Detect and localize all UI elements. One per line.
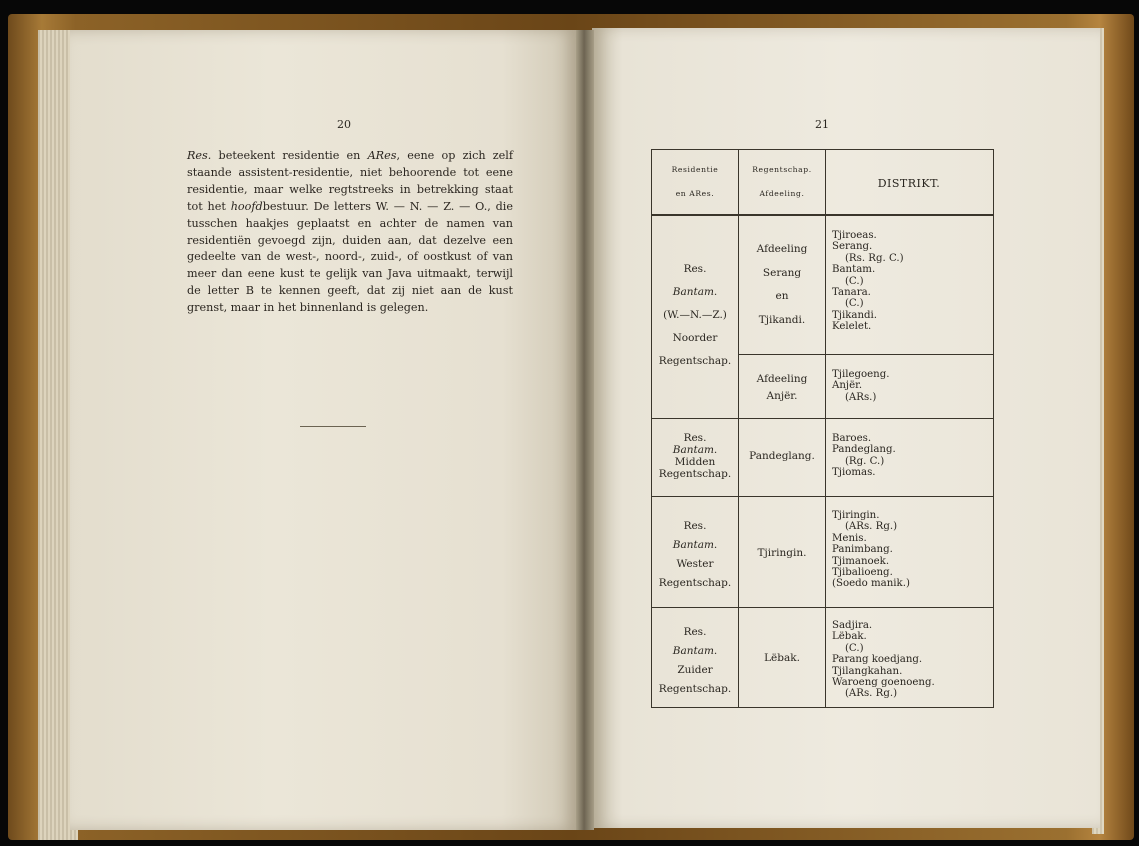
row-rule	[652, 496, 993, 497]
left-page-paragraph	[187, 148, 513, 317]
afdeeling-cell: Tjiringin.	[757, 547, 807, 559]
paragraph-run: , eene op zich zelf staande assistent-residentie, niet behoorende tot eene residentie, maar welke regtstreeks in betrekking staat tot het	[187, 149, 513, 213]
book-gutter	[576, 30, 594, 830]
section-divider	[300, 426, 366, 427]
afdeeling-cell: Afdeeling Anjër.	[756, 373, 808, 402]
header-rule	[652, 214, 993, 216]
distrikt-cell: Sadjira. Lëbak. (C.) Parang koedjang. Tjilangkahan. Waroeng goenoeng. (ARs. Rg.)	[832, 620, 935, 700]
distrikt-cell: Tjilegoeng. Anjër. (ARs.)	[832, 369, 890, 403]
paragraph-italic-run: ARes	[367, 149, 397, 162]
group-rule	[738, 354, 993, 355]
distrikt-cell: Tjiringin. (ARs. Rg.) Menis. Panimbang. Tjimanoek. Tjibalioeng. (Soedo manik.)	[832, 510, 910, 590]
right-page-number: 21	[815, 118, 829, 131]
header-residentie: Residentie en ARes.	[671, 165, 719, 198]
paragraph-italic-run: hoofd	[230, 199, 263, 213]
column-divider	[738, 150, 739, 707]
distrikt-cell: Tjiroeas. Serang. (Rs. Rg. C.) Bantam. (C.) Tanara. (C.) Tjikandi. Kelelet.	[832, 230, 904, 333]
paragraph-run: bestuur. De letters W. — N. — Z. — O., die tusschen haakjes geplaatst en achter de namen van residentiën gevoegd zijn, duiden aan, dat dezelve een gedeelte van de west-, noord-, zuid-, of oostkust of van meer dan eene kust te gelijk van Java uitmaakt, terwijl de letter B te kennen geeft, dat zij niet aan de kust grenst, maar in het binnenland is gelegen.	[187, 199, 513, 315]
paragraph-italic-run: Res.	[187, 149, 212, 162]
district-table	[651, 149, 994, 708]
residentie-cell: Res. Bantam. Wester Regentschap.	[658, 520, 732, 589]
residentie-cell: Res. Bantam. (W.—N.—Z.) Noorder Regentschap.	[658, 263, 732, 367]
residentie-cell: Res. Bantam. Midden Regentschap.	[658, 432, 732, 480]
row-rule	[652, 418, 993, 419]
column-divider	[825, 150, 826, 707]
header-regentschap: Regentschap. Afdeeling.	[752, 165, 812, 198]
left-page-number: 20	[337, 118, 351, 131]
afdeeling-cell: Afdeeling Serang en Tjikandi.	[756, 243, 808, 326]
distrikt-cell: Baroes. Pandeglang. (Rg. C.) Tjiomas.	[832, 433, 896, 479]
afdeeling-cell: Lëbak.	[764, 652, 800, 664]
header-distrikt: DISTRIKT.	[877, 177, 941, 190]
row-rule	[652, 607, 993, 608]
paragraph-run: beteekent residentie en	[211, 149, 368, 162]
residentie-cell: Res. Bantam. Zuider Regentschap.	[658, 626, 732, 695]
afdeeling-cell: Pandeglang.	[749, 450, 815, 462]
